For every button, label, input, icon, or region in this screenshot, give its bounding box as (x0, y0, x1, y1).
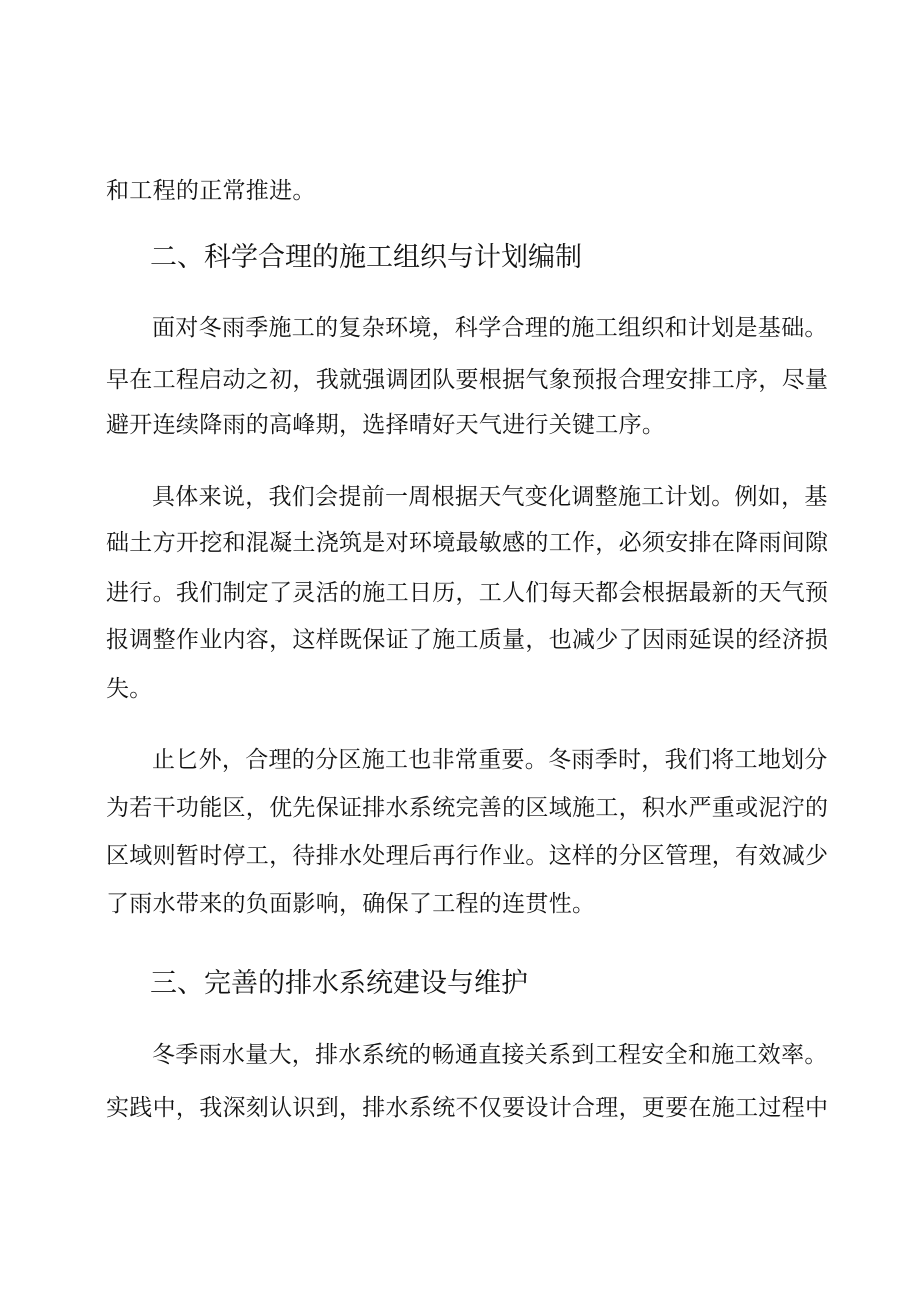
paragraph-line: 冬季雨水量大，排水系统的畅通直接关系到工程安全和施工效率。 (152, 1042, 828, 1068)
paragraph-line: 和工程的正常推进。 (106, 178, 316, 204)
paragraph-line: 报调整作业内容，这样既保证了施工质量，也减少了因雨延误的经济损 (106, 627, 829, 653)
paragraph-line: 面对冬雨季施工的复杂环境，科学合理的施工组织和计划是基础。 (152, 315, 828, 341)
paragraph-line: 为若干功能区，优先保证排水系统完善的区域施工，积水严重或泥泞的 (106, 795, 829, 821)
paragraph-line: 早在工程启动之初，我就强调团队要根据气象预报合理安排工序，尽量 (106, 367, 829, 393)
paragraph-line: 进行。我们制定了灵活的施工日历，工人们每天都会根据最新的天气预 (106, 580, 829, 606)
section-heading-3: 三、完善的排水系统建设与维护 (150, 968, 528, 999)
paragraph-line: 具体来说，我们会提前一周根据天气变化调整施工计划。例如，基 (152, 484, 828, 510)
paragraph-line: 础土方开挖和混凝土浇筑是对环境最敏感的工作，必须安排在降雨间隙 (106, 530, 829, 556)
paragraph-line: 区域则暂时停工，待排水处理后再行作业。这样的分区管理，有效减少 (106, 843, 829, 869)
paragraph-line: 实践中，我深刻认识到，排水系统不仅要设计合理，更要在施工过程中 (106, 1095, 829, 1121)
section-heading-2: 二、科学合理的施工组织与计划编制 (150, 242, 582, 273)
paragraph-line: 了雨水带来的负面影响，确保了工程的连贯性。 (106, 891, 596, 917)
paragraph-line: 避开连续降雨的高峰期，选择晴好天气进行关键工序。 (106, 412, 666, 438)
paragraph-line: 止匕外，合理的分区施工也非常重要。冬雨季时，我们将工地划分 (152, 747, 828, 773)
paragraph-line: 失。 (106, 676, 153, 702)
